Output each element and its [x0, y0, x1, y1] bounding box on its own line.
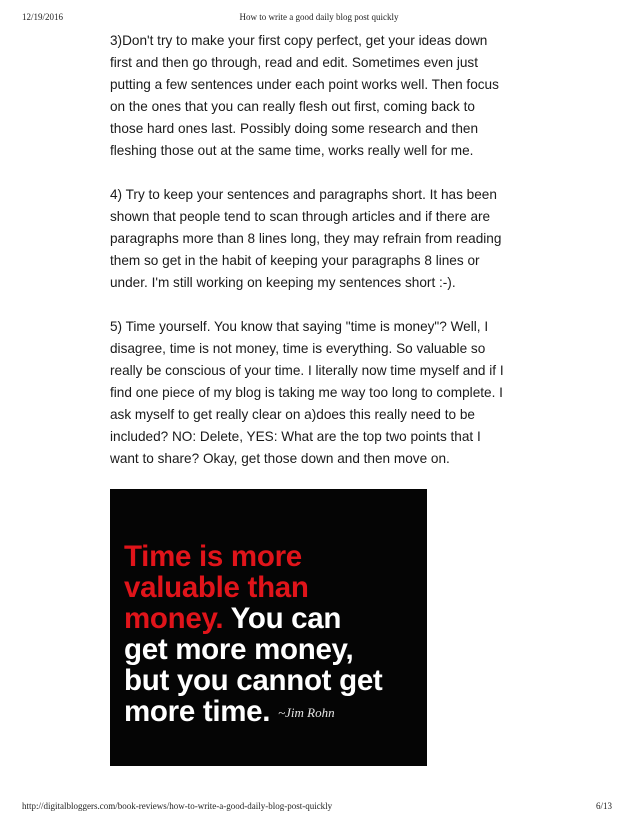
text-line: first and then go through, read and edit. Sometimes even just: [110, 55, 479, 70]
quote-line: [124, 696, 382, 728]
quote-line: Time is more: [124, 540, 302, 573]
paragraph-tip-3: [110, 30, 530, 162]
paragraph-tip-4: [110, 184, 530, 294]
text-line: included? NO: Delete, YES: What are the top two points that I: [110, 429, 481, 444]
quote-text: [124, 541, 382, 728]
text-line: them so get in the habit of keeping your paragraphs 8 lines or: [110, 253, 480, 268]
document-title: How to write a good daily blog post quickly: [239, 12, 399, 22]
text-line: ask myself to get really clear on a)does this really need to be: [110, 407, 475, 422]
source-url: http://digitalbloggers.com/book-reviews/how-to-write-a-good-daily-blog-post-quickly: [22, 801, 333, 811]
quote-line: but you cannot get: [124, 664, 383, 697]
text-line: putting a few sentences under each point works well. Then focus: [110, 77, 499, 92]
text-line: really be conscious of your time. I literally now time myself and if I: [110, 363, 504, 378]
quote-line: [124, 603, 382, 634]
article-body: [110, 30, 530, 492]
text-line: 4) Try to keep your sentences and paragraphs short. It has been: [110, 187, 497, 202]
text-line: fleshing those out at the same time, works really well for me.: [110, 143, 474, 158]
quote-line-end: more time.: [124, 695, 271, 728]
page-header: [0, 12, 638, 26]
paragraph-tip-5: [110, 316, 530, 470]
quote-image: [110, 489, 427, 766]
quote-line-rest: You can: [223, 602, 342, 635]
text-line: 5) Time yourself. You know that saying "time is money"? Well, I: [110, 319, 489, 334]
text-line: 3)Don't try to make your first copy perfect, get your ideas down: [110, 33, 488, 48]
quote-highlight: money.: [124, 602, 224, 635]
quote-line: get more money,: [124, 633, 354, 666]
quote-line: valuable than: [124, 571, 309, 604]
page-footer: [0, 801, 638, 815]
quote-attribution: ~Jim Rohn: [278, 705, 335, 720]
text-line: paragraphs more than 8 lines long, they may refrain from reading: [110, 231, 502, 246]
text-line: want to share? Okay, get those down and then move on.: [110, 451, 450, 466]
text-line: disagree, time is not money, time is everything. So valuable so: [110, 341, 486, 356]
print-date: 12/19/2016: [22, 12, 64, 22]
text-line: find one piece of my blog is taking me way too long to complete. I: [110, 385, 503, 400]
text-line: under. I'm still working on keeping my sentences short :-).: [110, 275, 456, 290]
text-line: on the ones that you can really flesh out first, coming back to: [110, 99, 475, 114]
text-line: those hard ones last. Possibly doing some research and then: [110, 121, 479, 136]
page-number: 6/13: [595, 801, 612, 811]
text-line: shown that people tend to scan through articles and if there are: [110, 209, 491, 224]
